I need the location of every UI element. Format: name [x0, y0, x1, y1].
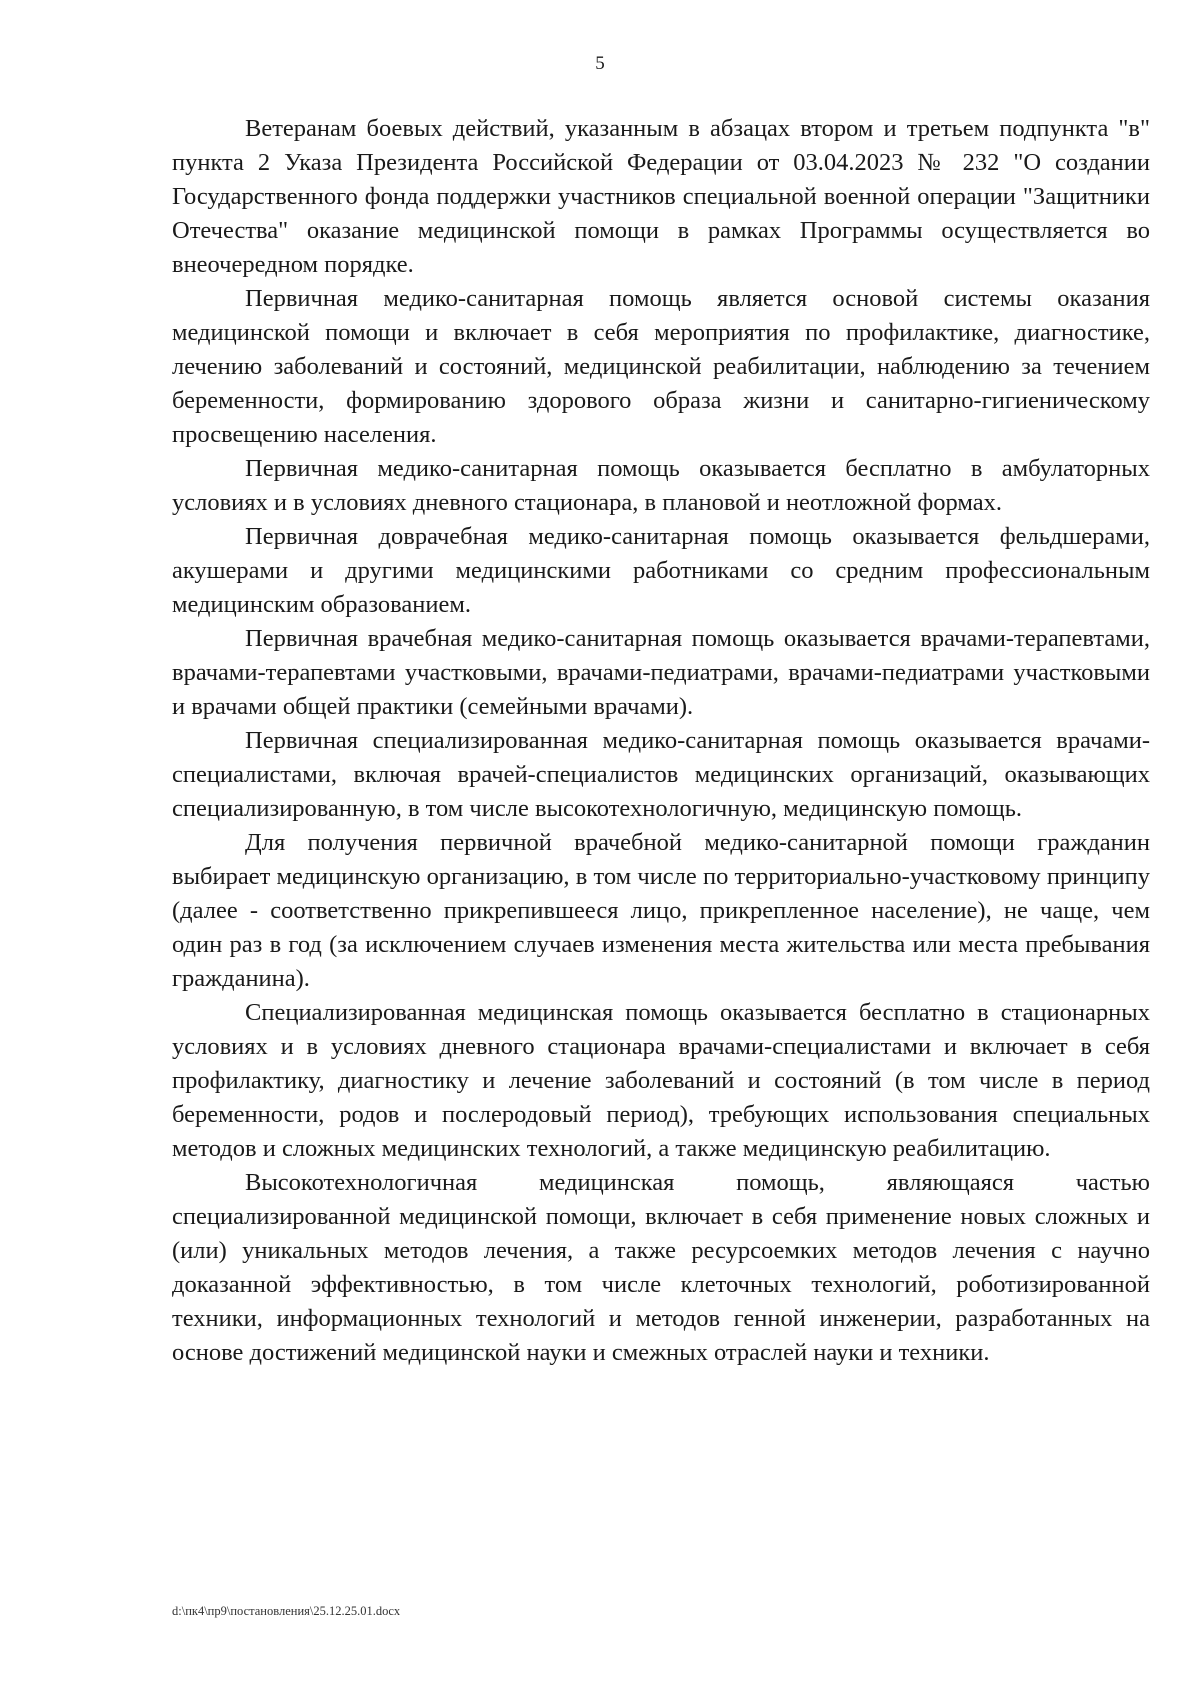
- paragraph-specialized-care: Специализированная медицинская помощь оказывается бесплатно в стационарных условиях и в условиях дневного стационара врачами-специалистами и включает в себя профилактику, диагностику и лечение заболеваний и состояний (в том числе в период беременности, родов и послеродовый период), требующих использования специальных методов и сложных медицинских технологий, а также медицинскую реабилитацию.: [172, 999, 1150, 1162]
- file-path-footer: d:\пк4\пр9\постановления\25.12.25.01.docx: [172, 1604, 401, 1618]
- paragraph-specialized-primary-care: Первичная специализированная медико-санитарная помощь оказывается врачами-специалистами, включая врачей-специалистов медицинских организаций, оказывающих специализированную, в том числе высокотехнологичную, медицинскую помощь.: [172, 727, 1150, 822]
- paragraph-primary-care-basis: Первичная медико-санитарная помощь является основой системы оказания медицинской помощи и включает в себя мероприятия по профилактике, диагностике, лечению заболеваний и состояний, медицинской реабилитации, наблюдению за течением беременности, формированию здорового образа жизни и санитарно-гигиеническому просвещению населения.: [172, 285, 1150, 448]
- page-number: 5: [595, 53, 605, 74]
- paragraph-pre-medical-care: Первичная доврачебная медико-санитарная помощь оказывается фельдшерами, акушерами и другими медицинскими работниками со средним профессиональным медицинским образованием.: [172, 523, 1150, 618]
- paragraph-primary-care-free: Первичная медико-санитарная помощь оказывается бесплатно в амбулаторных условиях и в условиях дневного стационара, в плановой и неотложной формах.: [172, 455, 1150, 516]
- paragraph-choosing-organization: Для получения первичной врачебной медико-санитарной помощи гражданин выбирает медицинскую организацию, в том числе по территориально-участковому принципу (далее - соответственно прикрепившееся лицо, прикрепленное население), не чаще, чем один раз в год (за исключением случаев изменения места жительства или места пребывания гражданина).: [172, 829, 1150, 992]
- paragraph-veterans: Ветеранам боевых действий, указанным в абзацах втором и третьем подпункта "в" пункта 2 Указа Президента Российской Федерации от 03.04.2023 № 232 "О создании Государственного фонда поддержки участников специальной военной операции "Защитники Отечества" оказание медицинской помощи в рамках Программы осуществляется во внеочередном порядке.: [172, 115, 1150, 278]
- paragraph-high-tech-care: Высокотехнологичная медицинская помощь, являющаяся частью специализированной медицинской помощи, включает в себя применение новых сложных и (или) уникальных методов лечения, а также ресурсоемких методов лечения с научно доказанной эффективностью, в том числе клеточных технологий, роботизированной техники, информационных технологий и методов генной инженерии, разработанных на основе достижений медицинской науки и смежных отраслей науки и техники.: [172, 1169, 1150, 1366]
- paragraph-physician-care: Первичная врачебная медико-санитарная помощь оказывается врачами-терапевтами, врачами-терапевтами участковыми, врачами-педиатрами, врачами-педиатрами участковыми и врачами общей практики (семейными врачами).: [172, 625, 1150, 720]
- document-body: [172, 112, 1150, 1370]
